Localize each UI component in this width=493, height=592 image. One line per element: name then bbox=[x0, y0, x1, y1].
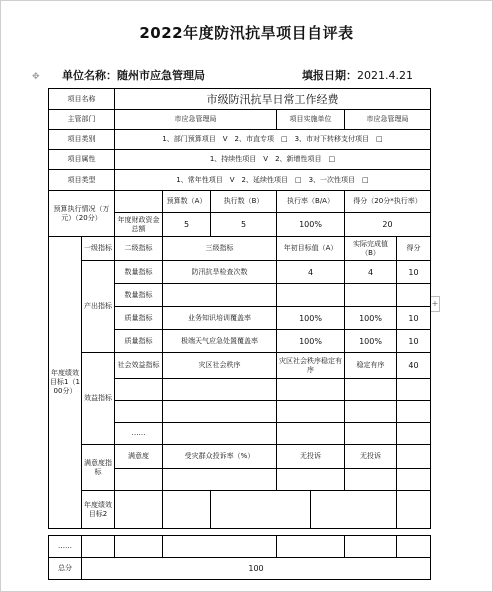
row1-score: 10 bbox=[397, 261, 431, 284]
social-score: 40 bbox=[397, 353, 431, 379]
benefit-ellipsis-l3 bbox=[163, 423, 277, 445]
goal2-l1 bbox=[115, 491, 163, 529]
budget-header-blank bbox=[115, 191, 163, 213]
plus-icon[interactable]: + bbox=[430, 296, 440, 312]
sat-blank-target bbox=[277, 469, 345, 491]
footer-c3 bbox=[115, 536, 163, 558]
benefit-blank-l2 bbox=[115, 379, 163, 401]
report-date: 填报日期：2021.4.21 bbox=[302, 69, 413, 82]
rate-value: 100% bbox=[277, 213, 345, 237]
sat-l2: 满意度 bbox=[115, 445, 163, 469]
row2-l2: 数量指标 bbox=[115, 284, 163, 307]
footer-ellipsis: …… bbox=[49, 536, 82, 558]
unit-name: 单位名称：随州市应急管理局 bbox=[62, 69, 205, 82]
header-l3: 三级指标 bbox=[163, 237, 277, 261]
exec-value: 5 bbox=[211, 213, 277, 237]
row4-actual: 100% bbox=[345, 330, 397, 353]
budget-header-a: 预算数（A） bbox=[163, 191, 211, 213]
social-l3: 灾区社会秩序 bbox=[163, 353, 277, 379]
benefit-blank2-actual bbox=[345, 401, 397, 423]
page-title: 2022年度防汛抗旱项目自评表 bbox=[139, 24, 354, 42]
row3-score: 10 bbox=[397, 307, 431, 330]
sat-blank-l3 bbox=[163, 469, 277, 491]
row4-l3: 极端天气应急处置覆盖率 bbox=[163, 330, 277, 353]
anchor-icon[interactable]: ✥ bbox=[32, 72, 40, 82]
benefit-blank-target bbox=[277, 379, 345, 401]
benefit-ellipsis: …… bbox=[115, 423, 163, 445]
sat-score bbox=[397, 445, 431, 469]
dept-value: 市应急管理局 bbox=[115, 110, 277, 130]
row4-score: 10 bbox=[397, 330, 431, 353]
sat-blank-score bbox=[397, 469, 431, 491]
row2-actual bbox=[345, 284, 397, 307]
footer-c2 bbox=[82, 536, 115, 558]
goal1-label: 年度绩效目标1（100分） bbox=[49, 237, 82, 529]
budget-row-label: 年度财政资金总额 bbox=[115, 213, 163, 237]
output-label: 产出指标 bbox=[82, 261, 115, 353]
header-l2: 二级指标 bbox=[115, 237, 163, 261]
benefit-label: 效益指标 bbox=[82, 353, 115, 445]
type-label: 项目类型 bbox=[49, 170, 115, 191]
budget-header-b: 执行数（B） bbox=[211, 191, 277, 213]
footer-c6 bbox=[345, 536, 397, 558]
evaluation-table bbox=[48, 88, 431, 529]
category-label: 项目类别 bbox=[49, 130, 115, 150]
total-value: 100 bbox=[82, 558, 431, 580]
footer-c5 bbox=[277, 536, 345, 558]
row1-l3: 防汛抗旱检查次数 bbox=[163, 261, 277, 284]
budget-score-value: 20 bbox=[345, 213, 431, 237]
benefit-ellipsis-actual bbox=[345, 423, 397, 445]
benefit-ellipsis-score bbox=[397, 423, 431, 445]
social-target: 灾区社会秩序稳定有序 bbox=[277, 353, 345, 379]
header-l1: 一级指标 bbox=[82, 237, 115, 261]
benefit-blank-score bbox=[397, 379, 431, 401]
row1-target: 4 bbox=[277, 261, 345, 284]
social-l2: 社会效益指标 bbox=[115, 353, 163, 379]
goal2-actual bbox=[397, 491, 431, 529]
header-actual: 实际完成值（B） bbox=[345, 237, 397, 261]
row3-actual: 100% bbox=[345, 307, 397, 330]
row3-l3: 业务知识培训覆盖率 bbox=[163, 307, 277, 330]
header-score: 得分 bbox=[397, 237, 431, 261]
sat-blank-actual bbox=[345, 469, 397, 491]
goal2-l2 bbox=[163, 491, 211, 529]
benefit-blank2-target bbox=[277, 401, 345, 423]
sat-target: 无投诉 bbox=[277, 445, 345, 469]
budget-header-rate: 执行率（B/A） bbox=[277, 191, 345, 213]
social-actual: 稳定有序 bbox=[345, 353, 397, 379]
benefit-blank2-l3 bbox=[163, 401, 277, 423]
benefit-blank-l3 bbox=[163, 379, 277, 401]
footer-c4 bbox=[163, 536, 277, 558]
row4-target: 100% bbox=[277, 330, 345, 353]
attr-label: 项目属性 bbox=[49, 150, 115, 170]
footer-table bbox=[48, 535, 431, 580]
category-value: 1、部门预算项目 V 2、市直专项 □ 3、市对下转移支付项目 □ bbox=[115, 130, 431, 150]
row2-target bbox=[277, 284, 345, 307]
row1-l2: 数量指标 bbox=[115, 261, 163, 284]
dept-label: 主管部门 bbox=[49, 110, 115, 130]
benefit-blank-actual bbox=[345, 379, 397, 401]
benefit-ellipsis-target bbox=[277, 423, 345, 445]
benefit-blank2-l2 bbox=[115, 401, 163, 423]
sat-l3: 受灾群众投诉率（%） bbox=[163, 445, 277, 469]
goal2-target bbox=[311, 491, 397, 529]
budget-header-score: 得分（20分*执行率） bbox=[345, 191, 431, 213]
row3-target: 100% bbox=[277, 307, 345, 330]
goal2-l3 bbox=[211, 491, 311, 529]
impl-value: 市应急管理局 bbox=[345, 110, 431, 130]
goal2-label: 年度绩效目标2 bbox=[82, 491, 115, 529]
row2-l3 bbox=[163, 284, 277, 307]
sat-blank-l2 bbox=[115, 469, 163, 491]
row3-l2: 质量指标 bbox=[115, 307, 163, 330]
satisfaction-label: 满意度指标 bbox=[82, 445, 115, 491]
attr-value: 1、持续性项目 V 2、新增性项目 □ bbox=[115, 150, 431, 170]
budget-label: 预算执行情况（万元）（20分） bbox=[49, 191, 115, 237]
sat-actual: 无投诉 bbox=[345, 445, 397, 469]
header-target: 年初目标值（A） bbox=[277, 237, 345, 261]
impl-label: 项目实施单位 bbox=[277, 110, 345, 130]
project-name-value: 市级防汛抗旱日常工作经费 bbox=[115, 89, 431, 110]
row4-l2: 质量指标 bbox=[115, 330, 163, 353]
benefit-blank2-score bbox=[397, 401, 431, 423]
row2-score bbox=[397, 284, 431, 307]
total-label: 总分 bbox=[49, 558, 82, 580]
type-value: 1、常年性项目 V 2、延续性项目 □ 3、一次性项目 □ bbox=[115, 170, 431, 191]
footer-c7 bbox=[397, 536, 431, 558]
row1-actual: 4 bbox=[345, 261, 397, 284]
project-name-label: 项目名称 bbox=[49, 89, 115, 110]
budget-value: 5 bbox=[163, 213, 211, 237]
